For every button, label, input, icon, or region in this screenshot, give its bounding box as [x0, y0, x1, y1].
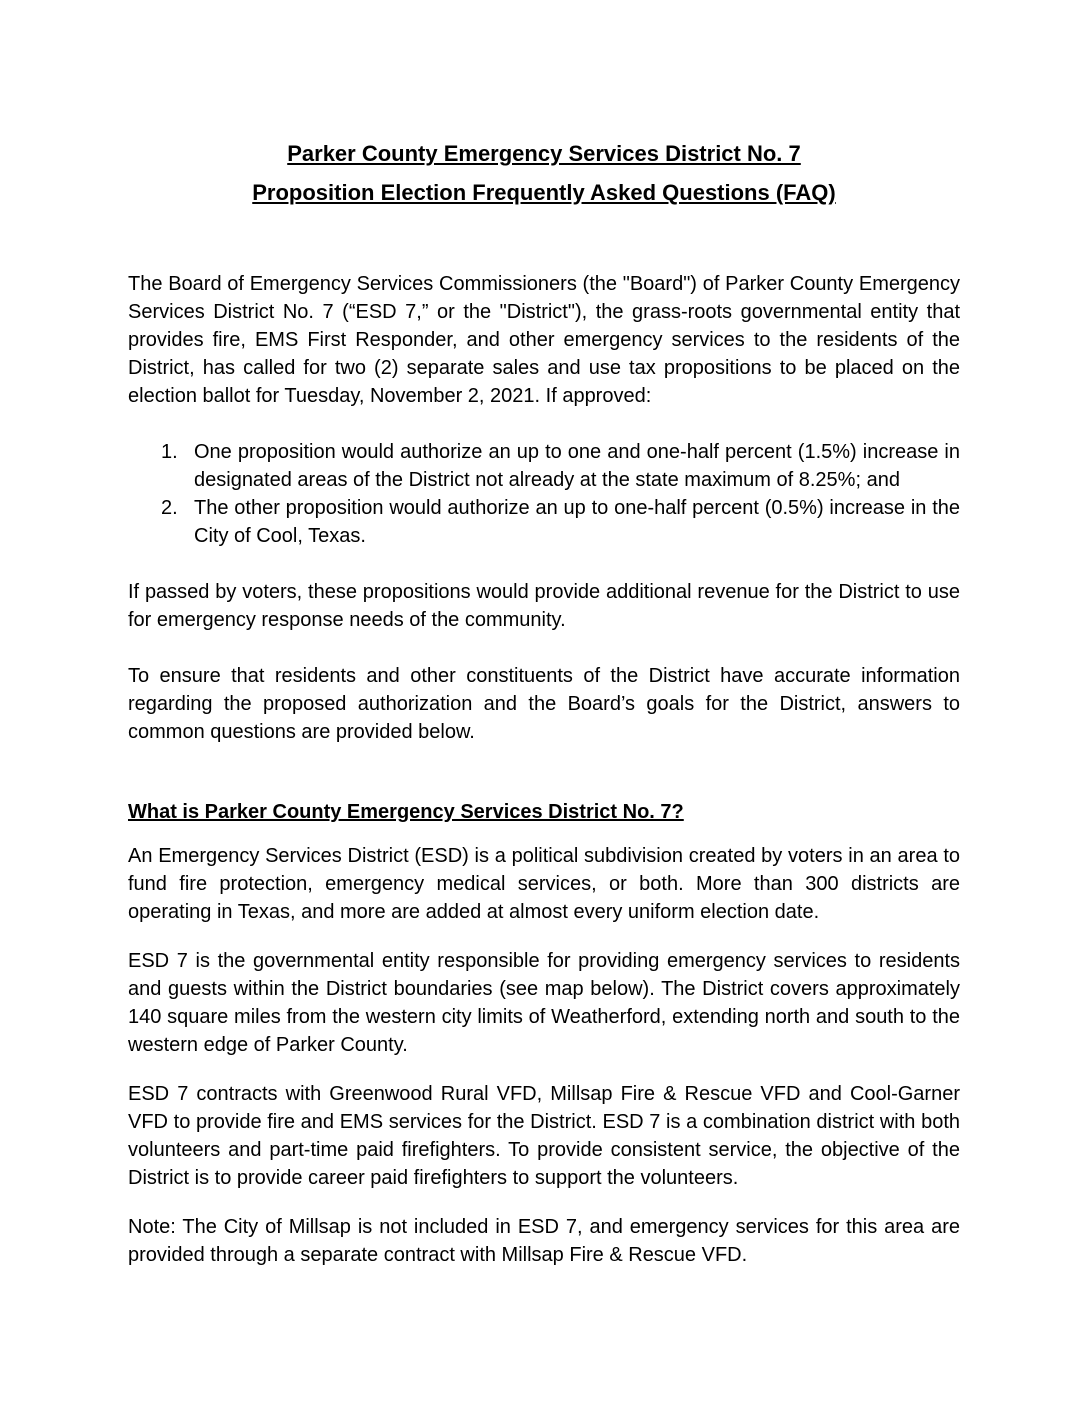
list-item-number: 1.: [161, 441, 178, 463]
section-paragraph-esd7-coverage: ESD 7 is the governmental entity responsible for providing emergency services to residents and guests within the District boundaries (see map below). The District covers approximately 140 square miles from the western city limits of Weatherford, extending north and south to the western edge of Parker County.: [128, 950, 960, 1056]
list-item-text: One proposition would authorize an up to one and one-half percent (1.5%) increase in designated areas of the District not already at the state maximum of 8.25%; and: [194, 441, 960, 491]
list-item-text: The other proposition would authorize an up to one-half percent (0.5%) increase in the City of Cool, Texas.: [194, 497, 960, 547]
section-heading-what-is-esd7: What is Parker County Emergency Services District No. 7?: [128, 801, 684, 823]
intro-paragraph-board: The Board of Emergency Services Commissioners (the "Board") of Parker County Emergency Services District No. 7 (“ESD 7,” or the "District"), the grass-roots governmental entity that provides fire, EMS First Responder, and other emergency services to the residents of the District, has called for two (2) separate sales and use tax propositions to be placed on the election ballot for Tuesday, November 2, 2021. If approved:: [128, 273, 960, 407]
section-paragraph-esd7-contracts: ESD 7 contracts with Greenwood Rural VFD, Millsap Fire & Rescue VFD and Cool-Garner VFD to provide fire and EMS services for the District. ESD 7 is a combination district with both volunteers and part-time paid firefighters. To provide consistent service, the objective of the District is to provide career paid firefighters to support the volunteers.: [128, 1083, 960, 1189]
list-item: [128, 494, 960, 550]
document-title-line-2: Proposition Election Frequently Asked Questions (FAQ): [252, 180, 836, 205]
intro-paragraph-revenue: If passed by voters, these propositions would provide additional revenue for the District to use for emergency response needs of the community.: [128, 581, 960, 631]
document-title: [128, 134, 960, 212]
list-item: [128, 438, 960, 494]
section-paragraph-millsap-note: Note: The City of Millsap is not included in ESD 7, and emergency services for this area are provided through a separate contract with Millsap Fire & Rescue VFD.: [128, 1216, 960, 1266]
document-title-line-1: Parker County Emergency Services District No. 7: [287, 141, 801, 166]
proposition-list: [128, 438, 960, 550]
list-item-number: 2.: [161, 497, 178, 519]
intro-paragraph-accurate-info: To ensure that residents and other constituents of the District have accurate information regarding the proposed authorization and the Board’s goals for the District, answers to common questions are provided below.: [128, 665, 960, 743]
section-paragraph-esd-definition: An Emergency Services District (ESD) is a political subdivision created by voters in an area to fund fire protection, emergency medical services, or both. More than 300 districts are operating in Texas, and more are added at almost every uniform election date.: [128, 845, 960, 923]
